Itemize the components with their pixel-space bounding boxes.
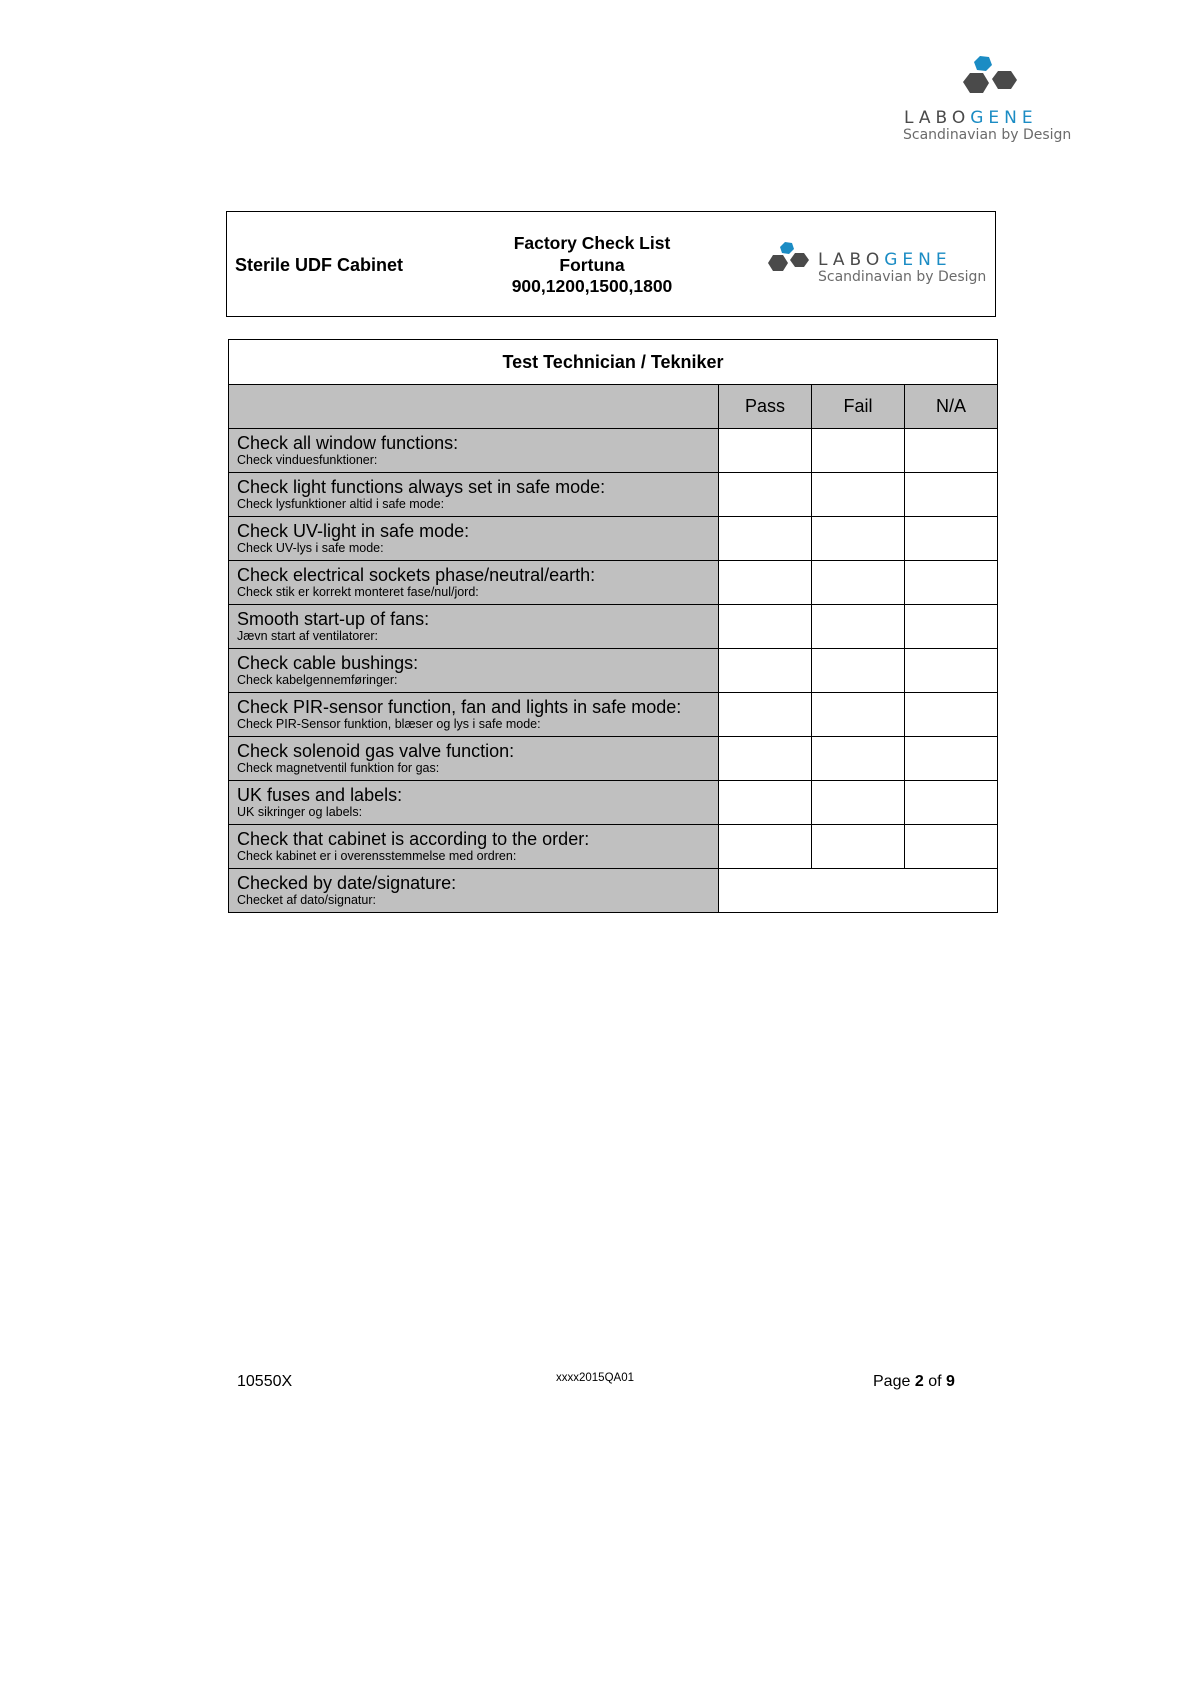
check-item-label: UK fuses and labels: bbox=[237, 785, 403, 805]
logo-hex-dark-right bbox=[992, 71, 1017, 89]
pass-checkbox[interactable] bbox=[719, 825, 812, 869]
na-checkbox[interactable] bbox=[905, 429, 998, 473]
na-checkbox[interactable] bbox=[905, 649, 998, 693]
check-item-label: Smooth start-up of fans: bbox=[237, 609, 430, 629]
item-column-header bbox=[229, 385, 719, 429]
check-item-cell bbox=[229, 517, 719, 561]
pass-checkbox[interactable] bbox=[719, 605, 812, 649]
check-item-translation: Check UV-lys i safe mode: bbox=[237, 541, 384, 555]
check-item-cell bbox=[229, 781, 719, 825]
page-current: 2 bbox=[914, 1373, 924, 1390]
table-title-row bbox=[229, 340, 998, 385]
product-name: Sterile UDF Cabinet bbox=[235, 255, 404, 275]
fail-checkbox[interactable] bbox=[812, 473, 905, 517]
na-checkbox[interactable] bbox=[905, 781, 998, 825]
check-item-label: Check light functions always set in safe mode: bbox=[237, 477, 606, 497]
check-item-cell bbox=[229, 605, 719, 649]
logo-hex-dark-right bbox=[790, 253, 809, 267]
signature-field[interactable] bbox=[719, 869, 998, 913]
fail-checkbox[interactable] bbox=[812, 605, 905, 649]
check-item-cell bbox=[229, 825, 719, 869]
page-of: of bbox=[928, 1373, 942, 1390]
logo-hex-dark-left bbox=[768, 255, 788, 271]
na-checkbox[interactable] bbox=[905, 737, 998, 781]
check-item-cell bbox=[229, 693, 719, 737]
title-line-3: 900,1200,1500,1800 bbox=[511, 276, 673, 296]
pass-checkbox[interactable] bbox=[719, 561, 812, 605]
header-logo-wordmark bbox=[818, 252, 952, 269]
pass-checkbox[interactable] bbox=[719, 473, 812, 517]
table-row bbox=[229, 693, 998, 737]
hexagon-cluster-icon bbox=[962, 56, 1028, 102]
logo-hex-blue bbox=[780, 242, 794, 254]
header-logo-tagline: Scandinavian by Design bbox=[818, 269, 987, 285]
fail-checkbox[interactable] bbox=[812, 737, 905, 781]
footer-code: xxxx2015QA01 bbox=[556, 1372, 634, 1384]
table-row bbox=[229, 473, 998, 517]
wordmark-part-gene: GENE bbox=[884, 250, 952, 270]
fail-checkbox[interactable] bbox=[812, 781, 905, 825]
pass-checkbox[interactable] bbox=[719, 737, 812, 781]
check-item-label: Check cable bushings: bbox=[237, 653, 419, 673]
title-line-1: Factory Check List bbox=[513, 233, 671, 253]
check-item-translation: Check kabelgennemføringer: bbox=[237, 673, 398, 687]
check-item-translation: Checket af dato/signatur: bbox=[237, 893, 376, 907]
document-title bbox=[477, 233, 707, 298]
fail-checkbox[interactable] bbox=[812, 825, 905, 869]
pass-checkbox[interactable] bbox=[719, 517, 812, 561]
na-checkbox[interactable] bbox=[905, 605, 998, 649]
fail-checkbox[interactable] bbox=[812, 649, 905, 693]
table-row bbox=[229, 825, 998, 869]
table-row bbox=[229, 605, 998, 649]
column-header-fail: Fail bbox=[812, 385, 905, 429]
table-row bbox=[229, 649, 998, 693]
header-logo bbox=[767, 242, 995, 292]
column-header-na: N/A bbox=[905, 385, 998, 429]
page-total: 9 bbox=[945, 1373, 955, 1390]
check-item-cell bbox=[229, 737, 719, 781]
wordmark-part-labo: LABO bbox=[818, 250, 885, 270]
check-item-translation: Check lysfunktioner altid i safe mode: bbox=[237, 497, 445, 511]
table-row bbox=[229, 561, 998, 605]
check-item-cell bbox=[229, 473, 719, 517]
na-checkbox[interactable] bbox=[905, 473, 998, 517]
page-label: Page bbox=[873, 1373, 911, 1390]
check-item-label: Check electrical sockets phase/neutral/earth: bbox=[237, 565, 596, 585]
check-item-translation: UK sikringer og labels: bbox=[237, 805, 363, 819]
na-checkbox[interactable] bbox=[905, 825, 998, 869]
signature-row bbox=[229, 869, 998, 913]
check-item-label: Checked by date/signature: bbox=[237, 873, 457, 893]
top-logo-wordmark bbox=[904, 110, 1038, 127]
table-title: Test Technician / Tekniker bbox=[229, 340, 998, 385]
na-checkbox[interactable] bbox=[905, 517, 998, 561]
hexagon-cluster-icon bbox=[767, 242, 813, 278]
check-item-label: Check that cabinet is according to the order: bbox=[237, 829, 590, 849]
check-item-label: Check PIR-sensor function, fan and lights in safe mode: bbox=[237, 697, 682, 717]
page-indicator bbox=[873, 1373, 955, 1391]
footer-doc-number: 10550X bbox=[237, 1373, 293, 1390]
check-item-translation: Check PIR-Sensor funktion, blæser og lys i safe mode: bbox=[237, 717, 541, 731]
pass-checkbox[interactable] bbox=[719, 781, 812, 825]
top-logo bbox=[894, 56, 1094, 146]
check-item-translation: Check vinduesfunktioner: bbox=[237, 453, 378, 467]
check-item-label: Check solenoid gas valve function: bbox=[237, 741, 515, 761]
fail-checkbox[interactable] bbox=[812, 561, 905, 605]
fail-checkbox[interactable] bbox=[812, 517, 905, 561]
check-item-label: Check all window functions: bbox=[237, 433, 459, 453]
logo-hex-blue bbox=[974, 56, 992, 71]
table-row bbox=[229, 517, 998, 561]
top-logo-tagline: Scandinavian by Design bbox=[903, 127, 1072, 143]
na-checkbox[interactable] bbox=[905, 693, 998, 737]
wordmark-part-labo: LABO bbox=[904, 108, 971, 128]
table-row bbox=[229, 429, 998, 473]
check-item-translation: Check kabinet er i overensstemmelse med ordren: bbox=[237, 849, 517, 863]
check-item-label: Check UV-light in safe mode: bbox=[237, 521, 470, 541]
checklist-table bbox=[228, 339, 998, 913]
check-item-translation: Check stik er korrekt monteret fase/nul/jord: bbox=[237, 585, 479, 599]
check-item-translation: Jævn start af ventilatorer: bbox=[237, 629, 379, 643]
check-item-cell bbox=[229, 429, 719, 473]
check-item-cell bbox=[229, 649, 719, 693]
document-header bbox=[226, 211, 996, 317]
pass-checkbox[interactable] bbox=[719, 429, 812, 473]
check-item-translation: Check magnetventil funktion for gas: bbox=[237, 761, 440, 775]
na-checkbox[interactable] bbox=[905, 561, 998, 605]
check-item-cell bbox=[229, 869, 719, 913]
title-line-2: Fortuna bbox=[559, 254, 625, 275]
checklist-body bbox=[229, 340, 998, 913]
column-header-pass: Pass bbox=[719, 385, 812, 429]
logo-hex-dark-left bbox=[963, 73, 989, 93]
pass-checkbox[interactable] bbox=[719, 649, 812, 693]
check-item-cell bbox=[229, 561, 719, 605]
table-row bbox=[229, 737, 998, 781]
fail-checkbox[interactable] bbox=[812, 429, 905, 473]
pass-checkbox[interactable] bbox=[719, 693, 812, 737]
wordmark-part-gene: GENE bbox=[970, 108, 1038, 128]
table-row bbox=[229, 781, 998, 825]
table-header-row bbox=[229, 385, 998, 429]
fail-checkbox[interactable] bbox=[812, 693, 905, 737]
